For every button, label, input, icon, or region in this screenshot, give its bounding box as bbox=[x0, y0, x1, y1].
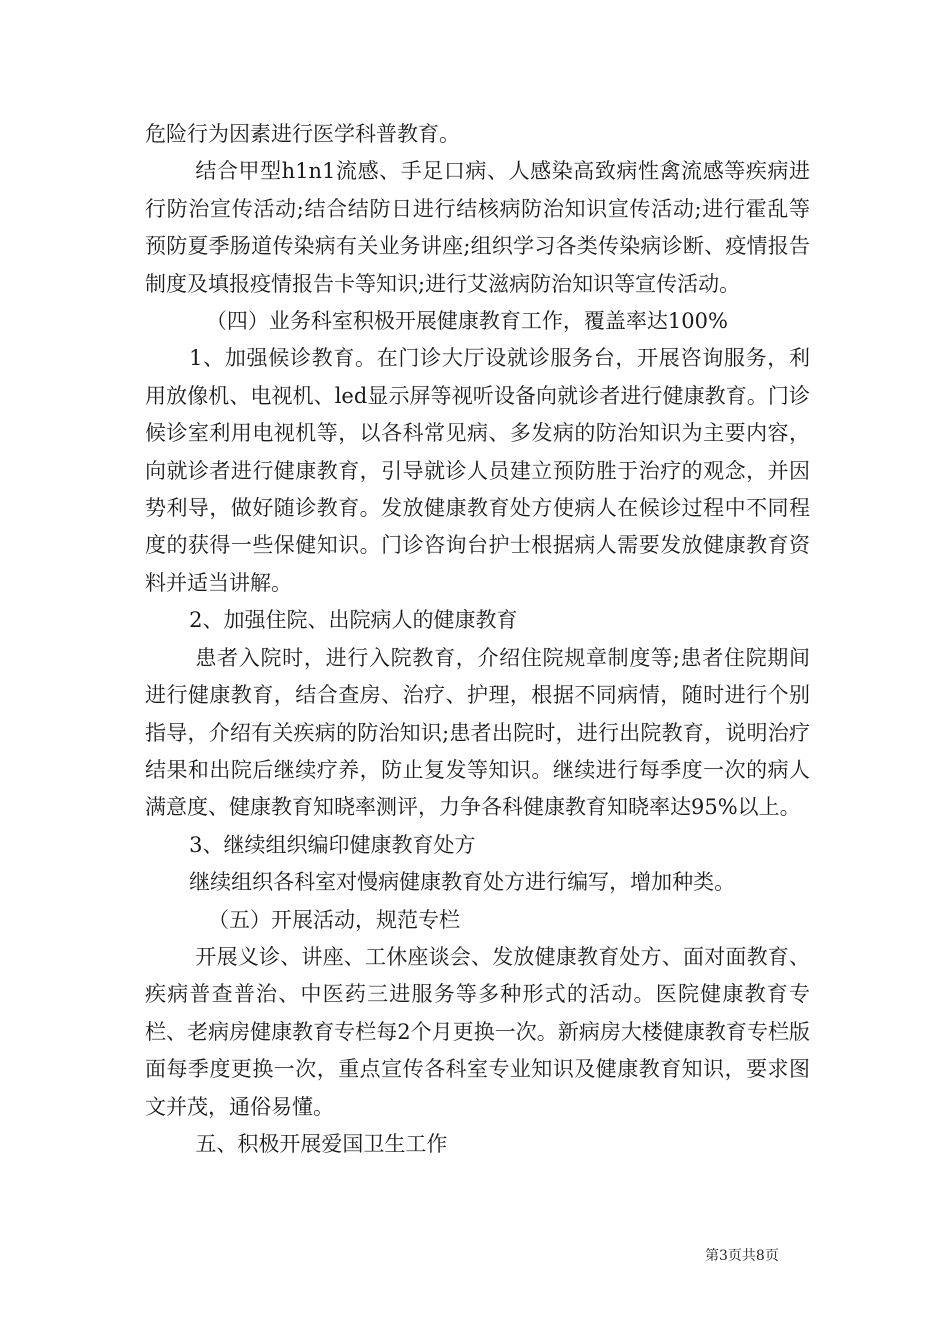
section-heading-five: （五）开展活动，规范专栏 bbox=[208, 907, 460, 932]
paragraph-activities: 开展义诊、讲座、工休座谈会、发放健康教育处方、面对面教育、疾病普查普治、中医药三进服务等多种形式的活动。医院健康教育专栏、老病房健康教育专栏每2个月更换一次。新病房大楼健康教育专栏版面每季度更换一次，重点宣传各科室专业知识及健康教育知识，要求图文并茂，通俗易懂。 bbox=[145, 944, 810, 1119]
subheading-prescriptions: 3、继续组织编印健康教育处方 bbox=[189, 832, 476, 857]
paragraph-continuation: 危险行为因素进行医学科普教育。 bbox=[145, 122, 460, 146]
subheading-inpatient-education: 2、加强住院、出院病人的健康教育 bbox=[189, 608, 518, 633]
section-heading-four: （四）业务科室积极开展健康教育工作，覆盖率达100% bbox=[205, 309, 728, 334]
page-number: 第3页共8页 bbox=[705, 1248, 779, 1264]
paragraph-inpatient-education: 患者入院时，进行入院教育，介绍住院规章制度等;患者住院期间进行健康教育，结合查房、治疗、护理，根据不同病情，随时进行个别指导，介绍有关疾病的防治知识;患者出院时，进行出院教育，说明治疗结果和出院后继续疗养，防止复发等知识。继续进行每季度一次的病人满意度、健康教育知晓率测评，力争各科健康教育知晓率达95%以上。 bbox=[145, 645, 810, 820]
paragraph-waiting-education: 1、加强候诊教育。在门诊大厅设就诊服务台，开展咨询服务，利用放像机、电视机、led显示屏等视听设备向就诊者进行健康教育。门诊候诊室利用电视机等，以各科常见病、多发病的防治知识为主要内容，向就诊者进行健康教育，引导就诊人员建立预防胜于治疗的观念，并因势利导，做好随诊教育。发放健康教育处方使病人在候诊过程中不同程度的获得一些保健知识。门诊咨询台护士根据病人需要发放健康教育资料并适当讲解。 bbox=[145, 346, 810, 595]
document-body bbox=[145, 116, 810, 1163]
paragraph-disease-campaigns: 结合甲型h1n1流感、手足口病、人感染高致病性禽流感等疾病进行防治宣传活动;结合结防日进行结核病防治知识宣传活动;进行霍乱等预防夏季肠道传染病有关业务讲座;组织学习各类传染病诊断、疫情报告制度及填报疫情报告卡等知识;进行艾滋病防治知识等宣传活动。 bbox=[145, 159, 810, 296]
paragraph-prescriptions: 继续组织各科室对慢病健康教育处方进行编写，增加种类。 bbox=[189, 870, 736, 895]
heading-patriotic-health: 五、积极开展爱国卫生工作 bbox=[195, 1131, 448, 1156]
